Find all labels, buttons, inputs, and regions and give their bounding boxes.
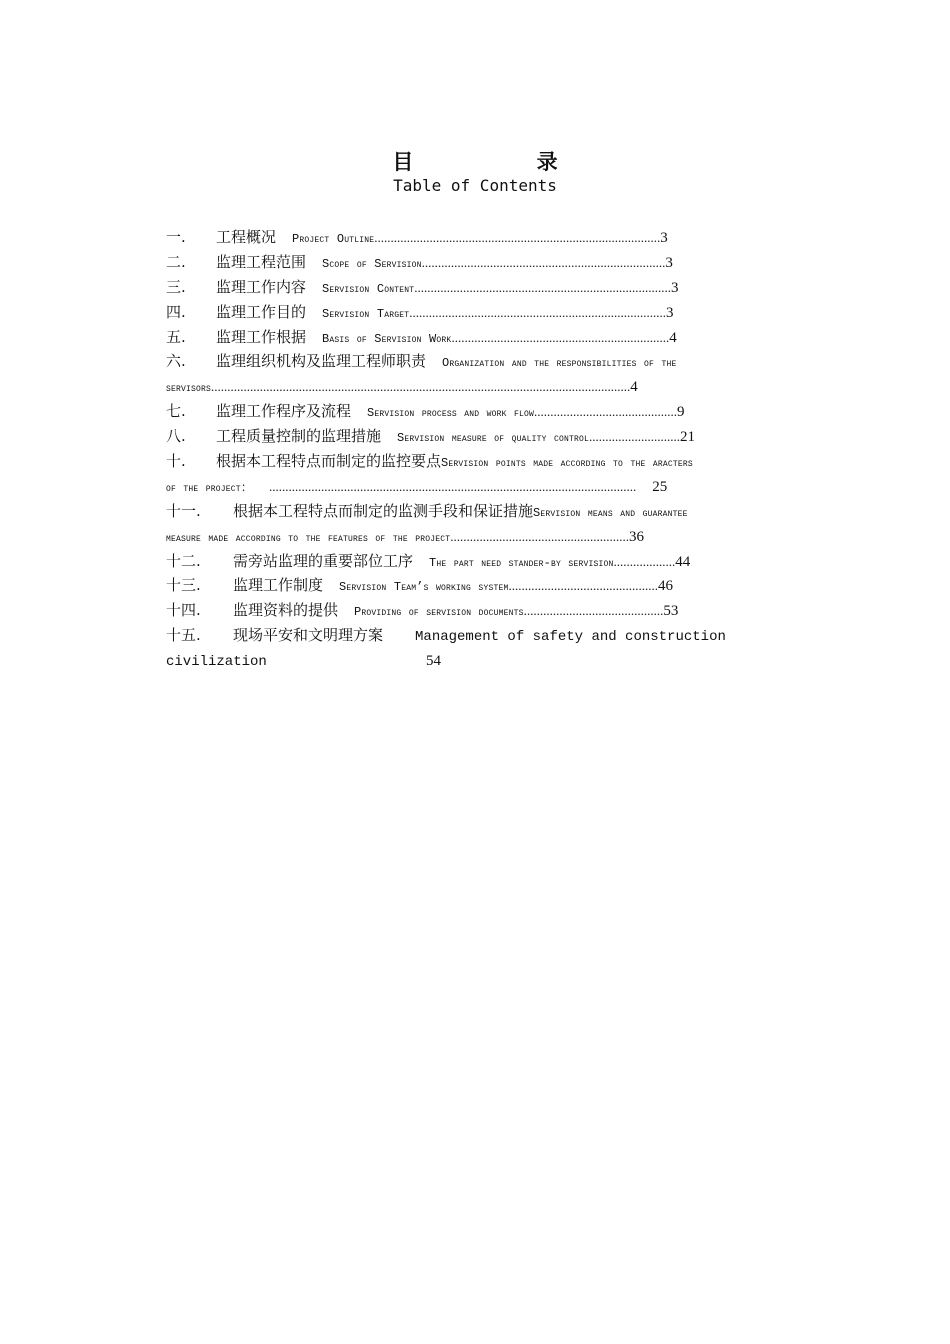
- toc-entry-page: 4: [669, 329, 677, 346]
- toc-entry-page: 54: [426, 653, 441, 670]
- toc-entry-page: 9: [677, 404, 685, 421]
- toc-entry-number: 十四.: [166, 601, 201, 620]
- toc-entry-14[interactable]: [166, 599, 806, 624]
- toc-entry-page: 4: [630, 379, 638, 396]
- toc-entry-title-en: Servision measure of quality control: [397, 431, 590, 446]
- toc-leader-dots: ............................................: [534, 404, 678, 420]
- toc-entry-title-zh: 根据本工程特点而制定的监测手段和保证措施: [233, 501, 534, 520]
- toc-entry-title-en: Management of safety and construction: [415, 629, 726, 646]
- toc-leader-dots: .................................................................................................................................: [211, 379, 631, 395]
- toc-entry-title-en: Servision Team’s working system: [339, 580, 509, 595]
- toc-entry-page: 3: [665, 304, 674, 321]
- toc-entry-title-en: Servision Target: [322, 306, 410, 321]
- toc-entry-title-en: Servision means and guarantee: [533, 505, 688, 520]
- toc-title-english: Table of Contents: [393, 176, 557, 195]
- toc-leader-dots: ...........................................: [523, 603, 664, 619]
- toc-leader-dots: ...........................................................................: [421, 254, 666, 270]
- toc-entry-6[interactable]: [166, 350, 806, 375]
- toc-entry-number: 十.: [166, 452, 186, 471]
- toc-entry-12[interactable]: [166, 550, 806, 575]
- toc-entry-title-zh: 监理资料的提供: [233, 601, 339, 620]
- toc-entry-1[interactable]: [166, 226, 806, 251]
- toc-entry-number: 三.: [166, 277, 186, 296]
- toc-entry-title-zh: 监理工作制度: [233, 576, 324, 595]
- table-of-contents: [166, 226, 806, 674]
- toc-leader-dots: ..............................................: [508, 578, 658, 594]
- toc-leader-dots: .................................................................................................................: [269, 478, 637, 494]
- toc-entry-13[interactable]: [166, 574, 806, 599]
- toc-entry-title-zh: 现场平安和文明理方案: [233, 626, 384, 645]
- toc-entry-title-en: Project Outline: [292, 232, 375, 246]
- toc-leader-dots: ...............................................................................: [414, 279, 671, 295]
- toc-entry-6-continuation[interactable]: [166, 375, 806, 400]
- toc-entry-title-zh: 监理工作目的: [216, 302, 307, 321]
- toc-entry-11-continuation[interactable]: [166, 525, 806, 550]
- toc-entry-title-en: Providing of servision documents: [354, 605, 524, 620]
- toc-entry-page: 25: [652, 478, 668, 495]
- toc-entry-5[interactable]: [166, 326, 806, 351]
- toc-leader-dots: ........................................................................................: [374, 230, 661, 245]
- toc-entry-title-zh: 需旁站监理的重要部位工序: [233, 551, 414, 570]
- toc-entry-page: 44: [675, 553, 691, 570]
- toc-entry-page: 3: [660, 230, 668, 246]
- toc-entry-title-en-continued: civilization: [166, 654, 267, 671]
- toc-entry-title-zh: 监理工作内容: [216, 277, 307, 296]
- toc-entry-title-zh: 工程概况: [216, 228, 277, 246]
- toc-entry-title-en-continued: servisors: [166, 381, 212, 396]
- toc-entry-title-en-continued: of the project：: [166, 480, 254, 495]
- toc-entry-15-continuation[interactable]: [166, 649, 806, 674]
- toc-entry-title-en: Servision process and work flow: [367, 406, 535, 421]
- toc-entry-title-en: Servision Content: [322, 281, 415, 296]
- toc-entry-number: 八.: [166, 427, 186, 446]
- toc-entry-10[interactable]: [166, 450, 806, 475]
- toc-entry-title-en: The part need stander-by servision: [429, 555, 614, 570]
- toc-entry-number: 六.: [166, 352, 186, 371]
- toc-entry-number: 一.: [166, 228, 186, 246]
- toc-entry-title-zh: 监理组织机构及监理工程师职责: [216, 352, 427, 371]
- toc-entry-15[interactable]: [166, 624, 806, 649]
- toc-entry-2[interactable]: [166, 251, 806, 276]
- toc-entry-title-zh: 工程质量控制的监理措施: [216, 427, 382, 446]
- toc-entry-number: 十一.: [166, 501, 201, 520]
- toc-title-chinese: 目 录: [392, 150, 616, 174]
- toc-leader-dots: ...................................................................: [451, 329, 670, 345]
- toc-entry-number: 十二.: [166, 551, 201, 570]
- toc-leader-dots: ............................: [589, 429, 681, 445]
- toc-entry-title-en: Organization and the responsibilities of the: [442, 356, 677, 371]
- toc-entry-number: 二.: [166, 252, 186, 271]
- toc-leader-dots: ...............................................................................: [409, 304, 666, 320]
- toc-leader-dots: ...................: [613, 553, 676, 569]
- toc-entry-page: 36: [629, 528, 644, 545]
- toc-entry-title-en: Basis of Servision Work: [322, 331, 452, 346]
- toc-entry-title-en: Scope of Servision: [322, 256, 422, 271]
- toc-leader-dots: .......................................................: [450, 528, 629, 544]
- toc-entry-title-zh: 监理工作程序及流程: [216, 402, 352, 421]
- toc-entry-page: 21: [680, 429, 696, 446]
- toc-entry-number: 十三.: [166, 576, 201, 595]
- toc-entry-10-continuation[interactable]: [166, 475, 806, 500]
- toc-entry-7[interactable]: [166, 400, 806, 425]
- toc-entry-title-zh: 根据本工程特点而制定的监控要点: [216, 452, 442, 471]
- toc-entry-page: 3: [665, 254, 673, 271]
- toc-entry-title-en: Servision points made according to the aracters: [441, 456, 693, 471]
- toc-entry-page: 46: [657, 578, 673, 595]
- toc-entry-number: 十五.: [166, 626, 201, 645]
- toc-entry-number: 五.: [166, 327, 186, 346]
- toc-entry-number: 四.: [166, 302, 186, 321]
- toc-entry-title-zh: 监理工程范围: [216, 252, 307, 271]
- toc-entry-8[interactable]: [166, 425, 806, 450]
- toc-entry-11[interactable]: [166, 500, 806, 525]
- toc-entry-page: 53: [663, 603, 679, 620]
- toc-entry-page: 3: [670, 279, 679, 296]
- toc-entry-4[interactable]: [166, 301, 806, 326]
- toc-entry-title-zh: 监理工作根据: [216, 327, 307, 346]
- toc-entry-3[interactable]: [166, 276, 806, 301]
- toc-entry-title-en-continued: measure made according to the features of the project: [166, 530, 451, 545]
- toc-entry-number: 七.: [166, 402, 186, 421]
